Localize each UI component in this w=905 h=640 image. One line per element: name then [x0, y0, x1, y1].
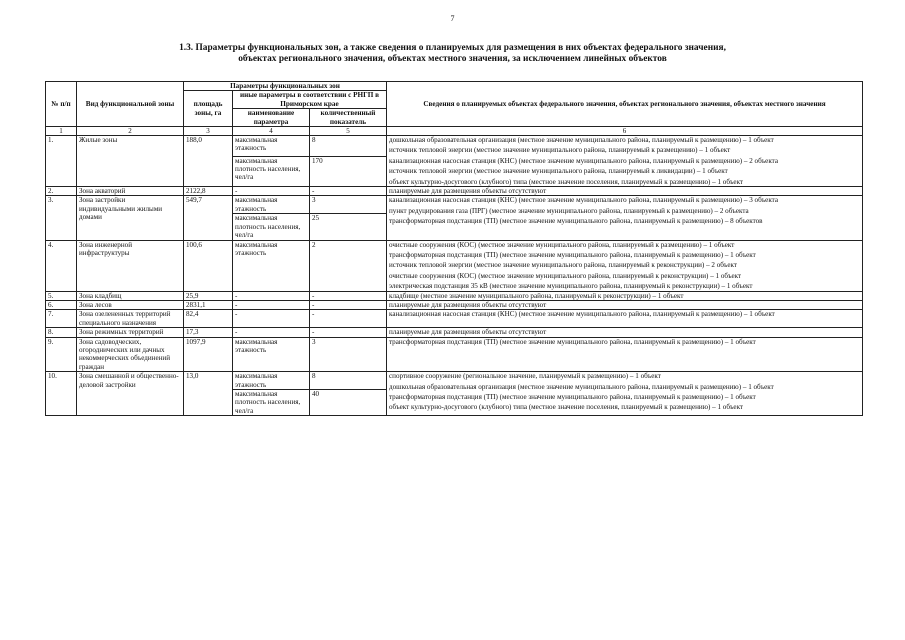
zone-area: 1097,9	[184, 337, 233, 372]
planned-object-item: кладбище (местное значение муниципального района, планируемый к реконструкции) – 1 объект	[389, 291, 684, 300]
planned-object-item: трансформаторная подстанция (ТП) (местное значение муниципального района, планируемый к размещению) – 8 объектов	[389, 217, 763, 226]
table-row	[46, 136, 863, 157]
planned-object-item: канализационная насосная станция (КНС) (местное значение муниципального района, планируемый к размещению) – 2 объекта	[389, 156, 779, 165]
planned-object-item: источник тепловой энергии (местное значение муниципального района, планируемый к реконструкции) – 2 объект	[389, 261, 737, 270]
zone-area: 82,4	[184, 310, 233, 328]
row-number: 6.	[46, 300, 77, 309]
planned-object-item: трансформаторная подстанция (ТП) (местное значение муниципального района, планируемый к размещению) – 1 объект	[389, 337, 756, 346]
page-number: 7	[450, 14, 455, 23]
planned-objects	[387, 291, 863, 300]
table-row	[46, 372, 863, 390]
planned-objects	[387, 310, 863, 328]
param-name: максимальная этажность	[233, 337, 310, 372]
planned-object-item: канализационная насосная станция (КНС) (местное значение муниципального района, планируемый к размещению) – 1 объект	[389, 310, 775, 319]
functional-zones-table	[45, 81, 863, 416]
header-params-group: Параметры функциональных зон	[184, 82, 387, 91]
table-row	[46, 328, 863, 337]
planned-object-item: пункт редуцирования газа (ПРГ) (местное значение муниципального района, планируемый к размещению) – 2 объекта	[389, 206, 749, 215]
zone-area: 549,7	[184, 196, 233, 240]
planned-object-item: канализационная насосная станция (КНС) (местное значение муниципального района, планируемый к размещению) – 3 объекта	[389, 196, 779, 205]
column-number: 4	[233, 127, 310, 136]
header-area: площадь зоны, га	[184, 91, 233, 127]
table-row	[46, 310, 863, 328]
column-numbers-row	[46, 127, 863, 136]
column-number: 2	[77, 127, 184, 136]
planned-objects	[387, 240, 863, 291]
header-objects: Сведения о планируемых объектах федерального значения, объектах регионального значения, объектах местного значения	[387, 82, 863, 127]
param-name: -	[233, 291, 310, 300]
param-value: -	[310, 310, 387, 328]
planned-objects	[387, 136, 863, 187]
header-num: № п/п	[46, 82, 77, 127]
planned-object-item: планируемые для размещения объекты отсутствуют	[389, 187, 547, 196]
zone-type: Зона режимных территорий	[77, 328, 184, 337]
planned-objects	[387, 300, 863, 309]
planned-object-item: трансформаторная подстанция (ТП) (местное значение муниципального района, планируемый к размещению) – 1 объект	[389, 393, 756, 401]
row-number: 5.	[46, 291, 77, 300]
table-row	[46, 337, 863, 372]
param-value: -	[310, 291, 387, 300]
param-name: -	[233, 328, 310, 337]
zone-area: 2831,1	[184, 300, 233, 309]
param-value: 3	[310, 196, 387, 214]
column-number: 3	[184, 127, 233, 136]
planned-object-item: дошкольная образовательная организация (местное значение муниципального района, планируемый к размещению) – 1 объект	[389, 136, 774, 145]
row-number: 1.	[46, 136, 77, 187]
param-value: -	[310, 300, 387, 309]
header-param-value: количественный показатель	[310, 109, 387, 127]
planned-objects	[387, 187, 863, 196]
zone-type: Зона лесов	[77, 300, 184, 309]
param-value: 8	[310, 372, 387, 390]
param-name: максимальная плотность населения, чел/га	[233, 156, 310, 186]
param-value: 8	[310, 136, 387, 157]
row-number: 7.	[46, 310, 77, 328]
param-name: -	[233, 300, 310, 309]
param-name: максимальная этажность	[233, 136, 310, 157]
param-value: -	[310, 187, 387, 196]
planned-object-item: источник тепловой энергии (местное значение муниципального района, планируемый к размещению) – 1 объект	[389, 146, 731, 155]
planned-object-item: спортивное сооружение (региональное значение, планируемый к размещению) – 1 объект	[389, 372, 661, 381]
section-title-line-2: объектах регионального значения, объектах местного значения, за исключением линейных объектов	[238, 54, 667, 64]
zone-type: Зона акваторий	[77, 187, 184, 196]
section-title	[40, 43, 865, 65]
param-value: 25	[310, 214, 387, 240]
row-number: 9.	[46, 337, 77, 372]
planned-object-item: очистные сооружения (КОС) (местное значение муниципального района, планируемый к реконструкции) – 1 объект	[389, 271, 742, 280]
row-number: 4.	[46, 240, 77, 291]
column-number: 1	[46, 127, 77, 136]
planned-object-item: трансформаторная подстанция (ТП) (местное значение муниципального района, планируемый к размещению) – 1 объект	[389, 250, 756, 259]
table-row	[46, 196, 863, 214]
zone-type: Зона инженерной инфраструктуры	[77, 240, 184, 291]
row-number: 2.	[46, 187, 77, 196]
param-name: максимальная плотность населения, чел/га	[233, 214, 310, 240]
planned-object-item: объект культурно-досугового (клубного) типа (местное значение поселения, планируемый к размещению) – 1 объект	[389, 403, 744, 412]
zone-type: Зона озелененных территорий специального назначения	[77, 310, 184, 328]
param-value: 2	[310, 240, 387, 291]
param-value: 170	[310, 156, 387, 186]
header-zone-type: Вид функциональной зоны	[77, 82, 184, 127]
column-number: 6	[387, 127, 863, 136]
planned-objects	[387, 372, 863, 416]
zone-area: 2122,8	[184, 187, 233, 196]
planned-object-item: очистные сооружения (КОС) (местное значение муниципального района, планируемый к размещению) – 1 объект	[389, 240, 735, 249]
table-body	[46, 136, 863, 416]
param-name: максимальная плотность населения, чел/га	[233, 390, 310, 416]
header-param-name: наименование параметра	[233, 109, 310, 127]
param-name: максимальная этажность	[233, 372, 310, 390]
zone-area: 13,0	[184, 372, 233, 416]
planned-objects	[387, 196, 863, 240]
row-number: 10.	[46, 372, 77, 416]
table-row	[46, 187, 863, 196]
planned-objects	[387, 328, 863, 337]
param-name: максимальная этажность	[233, 196, 310, 214]
zone-type: Зона садоводческих, огороднических или дачных некоммерческих объединений граждан	[77, 337, 184, 372]
column-number: 5	[310, 127, 387, 136]
row-number: 8.	[46, 328, 77, 337]
section-title-line-1: 1.3. Параметры функциональных зон, а также сведения о планируемых для размещения в них объектах федерального значения,	[179, 43, 726, 53]
zone-type: Зона кладбищ	[77, 291, 184, 300]
header-other-params: иные параметры в соответствии с РНГП в Приморском крае	[233, 91, 387, 109]
zone-area: 17,3	[184, 328, 233, 337]
planned-object-item: планируемые для размещения объекты отсутствуют	[389, 328, 547, 337]
param-value: 40	[310, 390, 387, 416]
param-name: максимальная этажность	[233, 240, 310, 291]
row-number: 3.	[46, 196, 77, 240]
zone-area: 188,0	[184, 136, 233, 187]
param-name: -	[233, 187, 310, 196]
table-row	[46, 240, 863, 291]
planned-object-item: электрическая подстанция 35 кВ (местное значение муниципального района, планируемый к реконструкции) – 1 объект	[389, 282, 753, 291]
param-value: 3	[310, 337, 387, 372]
planned-objects	[387, 337, 863, 372]
planned-object-item: объект культурно-досугового (клубного) типа (местное значение поселения, планируемый к размещению) – 1 объект	[389, 177, 744, 186]
zone-area: 25,9	[184, 291, 233, 300]
zone-area: 100,6	[184, 240, 233, 291]
zone-type: Зона застройки индивидуальными жилыми домами	[77, 196, 184, 240]
param-name: -	[233, 310, 310, 328]
table-row	[46, 291, 863, 300]
planned-object-item: планируемые для размещения объекты отсутствуют	[389, 300, 547, 309]
planned-object-item: источник тепловой энергии (местное значение муниципального района, планируемый к ликвидации) – 1 объект	[389, 167, 728, 176]
planned-object-item: дошкольная образовательная организация (местное значение муниципального района, планируемый к размещению) – 1 объект	[389, 382, 774, 391]
param-value: -	[310, 328, 387, 337]
table-row	[46, 300, 863, 309]
zone-type: Зона смешанной и общественно-деловой застройки	[77, 372, 184, 416]
zone-type: Жилые зоны	[77, 136, 184, 187]
